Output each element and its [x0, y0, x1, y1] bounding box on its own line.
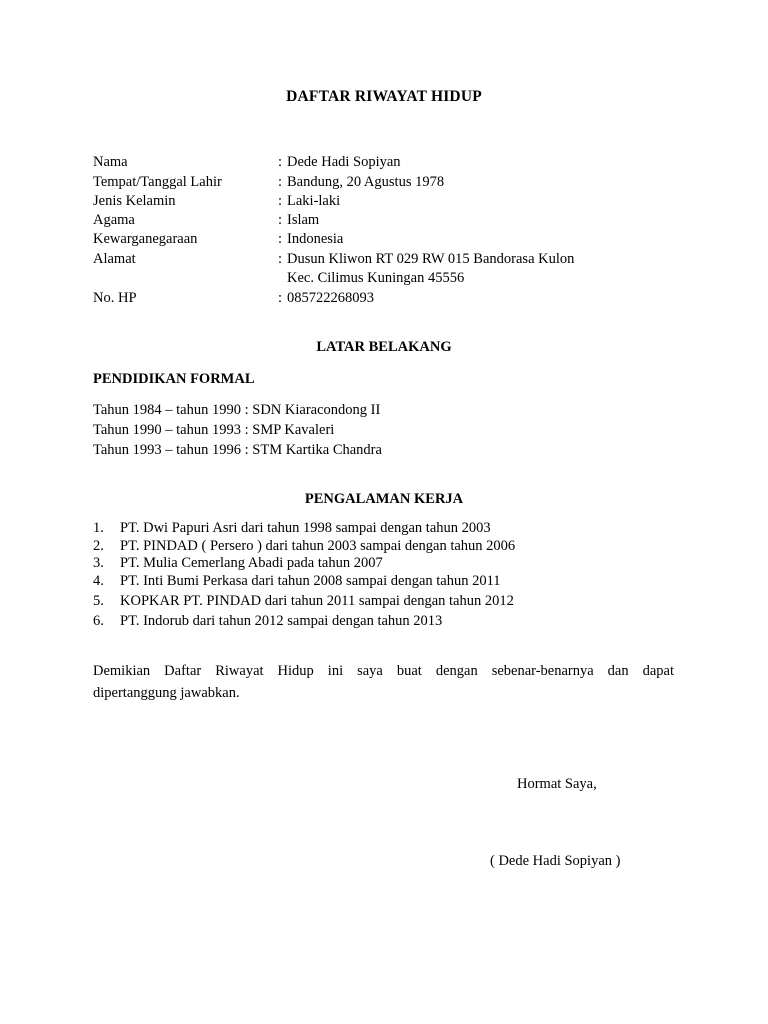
work-item-text: PT. Inti Bumi Perkasa dari tahun 2008 sampai dengan tahun 2011: [120, 573, 501, 589]
work-item-text: PT. Mulia Cemerlang Abadi pada tahun 2007: [120, 555, 383, 571]
work-item-number: 2.: [93, 538, 104, 554]
info-separator: :: [278, 251, 283, 267]
info-value: Indonesia: [287, 231, 344, 247]
work-item-text: PT. Indorub dari tahun 2012 sampai dengan tahun 2013: [120, 613, 443, 629]
signature-greeting: Hormat Saya,: [517, 776, 597, 792]
info-separator: :: [278, 290, 283, 306]
info-label: Nama: [93, 154, 128, 170]
info-value: Dede Hadi Sopiyan: [287, 154, 401, 170]
signature-name: ( Dede Hadi Sopiyan ): [490, 853, 621, 869]
education-item: Tahun 1990 – tahun 1993 : SMP Kavaleri: [93, 422, 335, 438]
info-value: 085722268093: [287, 290, 374, 306]
work-item-number: 4.: [93, 573, 104, 589]
info-value: Bandung, 20 Agustus 1978: [287, 174, 445, 190]
education-item: Tahun 1993 – tahun 1996 : STM Kartika Chandra: [93, 442, 382, 458]
work-item-text: PT. Dwi Papuri Asri dari tahun 1998 sampai dengan tahun 2003: [120, 520, 491, 536]
info-separator: :: [278, 154, 283, 170]
info-value: Laki-laki: [287, 193, 341, 209]
work-item-text: PT. PINDAD ( Persero ) dari tahun 2003 sampai dengan tahun 2006: [120, 538, 516, 554]
closing-line: dipertanggung jawabkan.: [93, 685, 240, 701]
work-item-number: 3.: [93, 555, 104, 571]
section-heading-pendidikan: PENDIDIKAN FORMAL: [93, 371, 255, 387]
address-continuation: Kec. Cilimus Kuningan 45556: [287, 270, 465, 286]
section-heading-latar-belakang: LATAR BELAKANG: [316, 339, 452, 355]
info-separator: :: [278, 231, 283, 247]
education-item: Tahun 1984 – tahun 1990 : SDN Kiaracondong II: [93, 402, 381, 418]
work-item-text: KOPKAR PT. PINDAD dari tahun 2011 sampai dengan tahun 2012: [120, 593, 514, 609]
info-separator: :: [278, 174, 283, 190]
info-separator: :: [278, 212, 283, 228]
info-label: Kewarganegaraan: [93, 231, 198, 247]
closing-paragraph: [93, 660, 674, 704]
work-item-number: 1.: [93, 520, 104, 536]
info-label: Alamat: [93, 251, 136, 267]
document-title: DAFTAR RIWAYAT HIDUP: [286, 88, 482, 105]
info-label: Tempat/Tanggal Lahir: [93, 174, 222, 190]
work-item-number: 6.: [93, 613, 104, 629]
closing-line: Demikian Daftar Riwayat Hidup ini saya buat dengan sebenar-benarnya dan dapat: [93, 663, 674, 679]
info-separator: :: [278, 193, 283, 209]
info-label: Agama: [93, 212, 135, 228]
work-item-number: 5.: [93, 593, 104, 609]
section-heading-pengalaman-kerja: PENGALAMAN KERJA: [304, 491, 464, 507]
info-label: No. HP: [93, 290, 137, 306]
info-label: Jenis Kelamin: [93, 193, 176, 209]
info-value: Islam: [287, 212, 320, 228]
info-value: Dusun Kliwon RT 029 RW 015 Bandorasa Kulon: [287, 251, 575, 267]
